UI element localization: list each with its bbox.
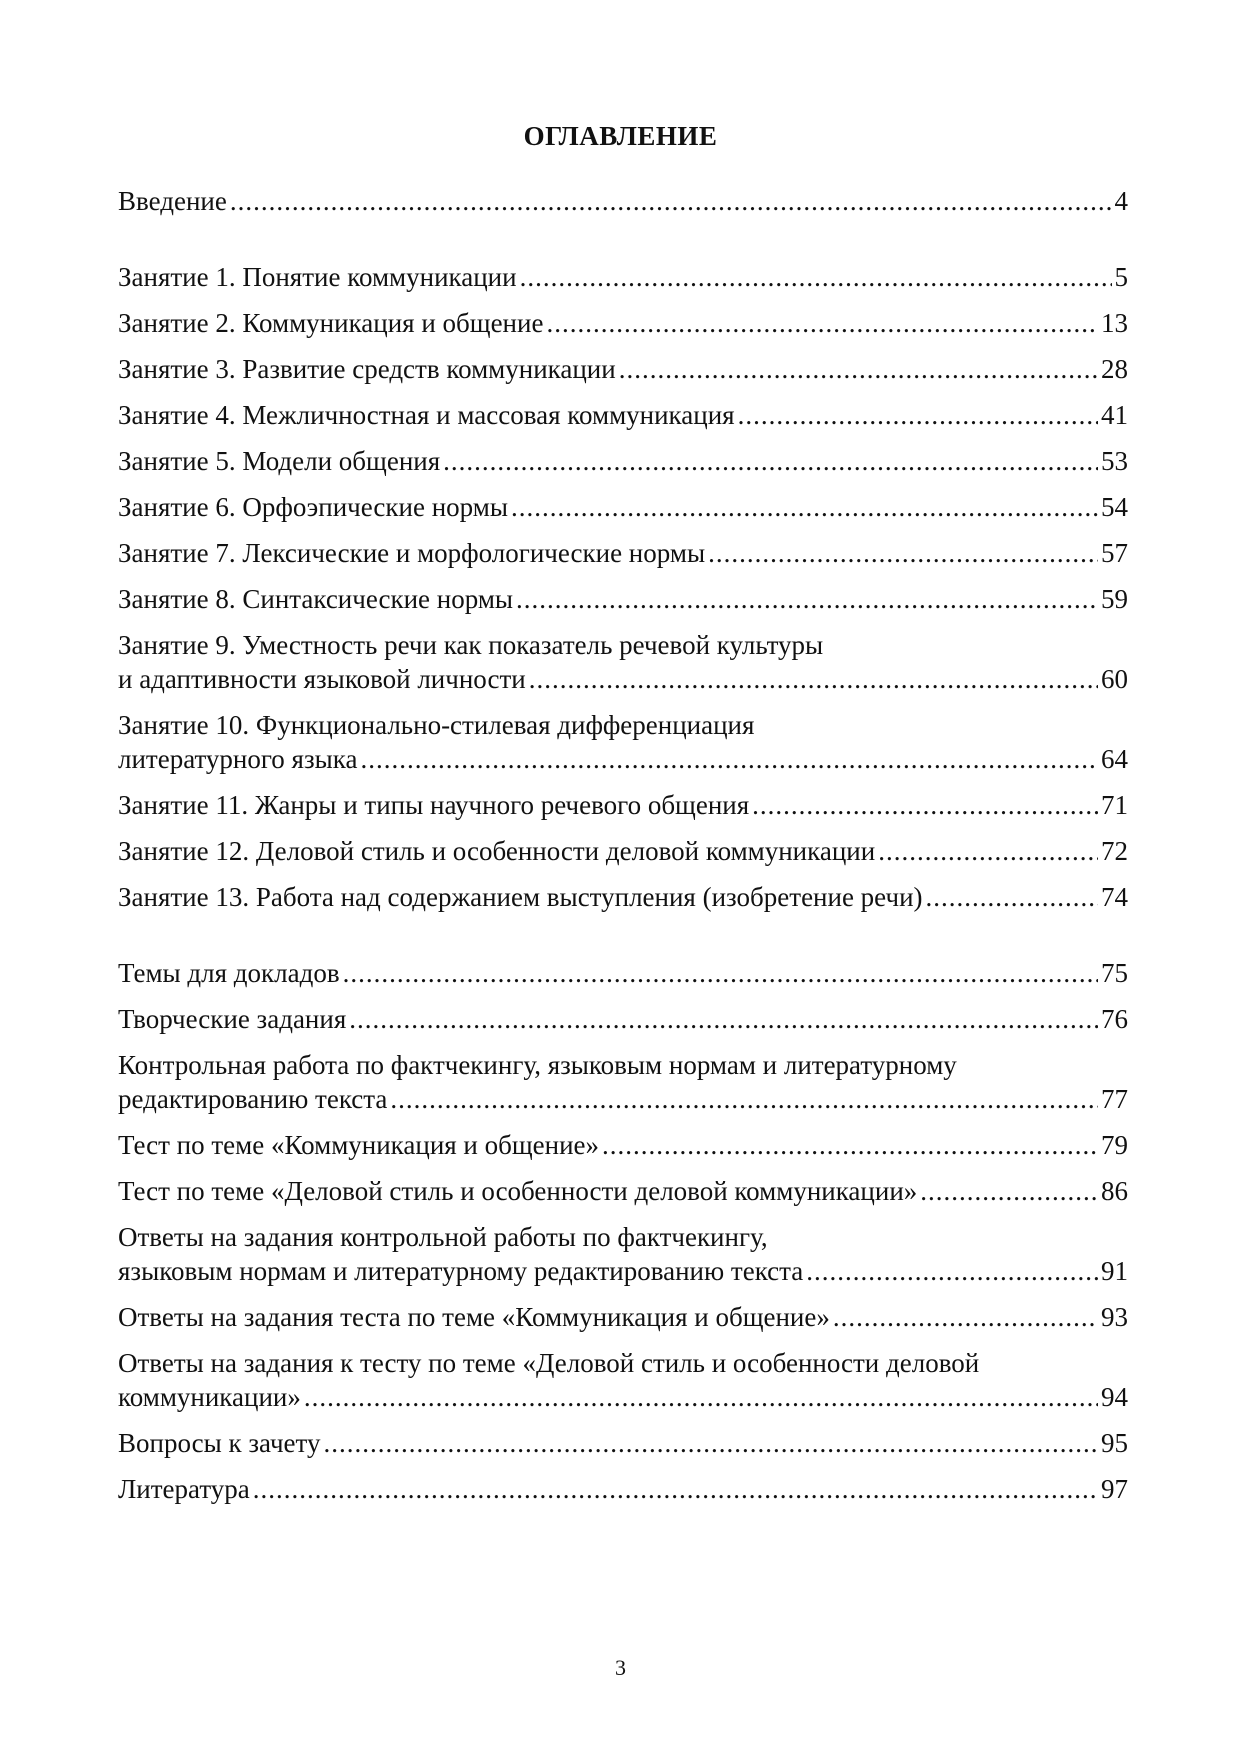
dot-leader: [390, 1082, 1098, 1116]
toc-entry-text-line: Тест по теме «Коммуникация и общение»: [118, 1130, 600, 1160]
toc-entry-text-line: Занятие 6. Орфоэпические нормы: [118, 492, 508, 522]
toc-entry-page-number: 41: [1101, 400, 1128, 430]
toc-entry-text-line: Занятие 12. Деловой стиль и особенности деловой коммуникации: [118, 836, 876, 866]
dot-leader: [230, 184, 1112, 218]
dot-leader: [926, 880, 1098, 914]
toc-entry-text-line: Занятие 11. Жанры и типы научного речевого общения: [118, 790, 750, 820]
toc-entry-text-line: Занятие 10. Функционально-стилевая дифференциация: [118, 710, 755, 740]
toc-entry-text-line: Введение: [118, 186, 227, 216]
toc-entry-text-line: Занятие 3. Развитие средств коммуникации: [118, 354, 616, 384]
toc-entry-text-line: Занятие 13. Работа над содержанием выступления (изобретение речи): [118, 882, 923, 912]
toc-entry-page-number: 13: [1101, 308, 1128, 338]
toc-entry[interactable]: [118, 1048, 1128, 1116]
toc-entry-page-number: 76: [1101, 1004, 1128, 1034]
dot-leader: [323, 1426, 1098, 1460]
toc-entry-page-number: 64: [1101, 744, 1128, 774]
toc-entry-leader-row: [118, 742, 1128, 776]
dot-leader: [343, 956, 1098, 990]
toc-entry-page-number: 93: [1101, 1302, 1128, 1332]
toc-entry-leader-row: [118, 184, 1128, 218]
toc-entry-text-line: Занятие 9. Уместность речи как показатель речевой культуры: [118, 630, 824, 660]
toc-entry[interactable]: [118, 260, 1128, 294]
dot-leader: [360, 742, 1098, 776]
dot-leader: [253, 1472, 1098, 1506]
dot-leader: [752, 788, 1098, 822]
dot-leader: [304, 1380, 1098, 1414]
toc-entry-page-number: 28: [1101, 354, 1128, 384]
toc-entry-text-line: Занятие 2. Коммуникация и общение: [118, 308, 544, 338]
toc-entry-leader-row: [118, 398, 1128, 432]
toc-entry[interactable]: [118, 1472, 1128, 1506]
toc-entry[interactable]: [118, 834, 1128, 868]
toc-entry-page-number: 72: [1101, 836, 1128, 866]
toc-entry-leader-row: [118, 834, 1128, 868]
toc-entry-page-number: 4: [1114, 186, 1128, 216]
toc-entry-leader-row: [118, 1002, 1128, 1036]
toc-entry[interactable]: [118, 1426, 1128, 1460]
toc-entry-text-line: Занятие 5. Модели общения: [118, 446, 441, 476]
toc-entry[interactable]: [118, 628, 1128, 696]
toc-entry-text-line: Литература: [118, 1474, 250, 1504]
dot-leader: [443, 444, 1098, 478]
toc-entry-page-number: 94: [1101, 1382, 1128, 1412]
dot-leader: [619, 352, 1098, 386]
toc-entry-page-number: 5: [1114, 262, 1128, 292]
toc-entry-text-line: Ответы на задания теста по теме «Коммуникация и общение»: [118, 1302, 830, 1332]
toc-entry[interactable]: [118, 1220, 1128, 1288]
toc-entry[interactable]: [118, 398, 1128, 432]
toc-entry-text-line: Темы для докладов: [118, 958, 340, 988]
toc-entry[interactable]: [118, 444, 1128, 478]
toc-entry-text-line: Вопросы к зачету: [118, 1428, 321, 1458]
toc-entry-page-number: 60: [1101, 664, 1128, 694]
toc-entry-page-number: 57: [1101, 538, 1128, 568]
toc-entry-leader-row: [118, 662, 1128, 696]
toc-entry-text-line: литературного языка: [118, 744, 358, 774]
toc-entry-page-number: 97: [1101, 1474, 1128, 1504]
toc-entry-text-line: Занятие 1. Понятие коммуникации: [118, 262, 517, 292]
toc-entry-leader-row: [118, 956, 1128, 990]
toc-entry-page-number: 54: [1101, 492, 1128, 522]
toc-entry[interactable]: [118, 306, 1128, 340]
dot-leader: [511, 490, 1098, 524]
toc-entry[interactable]: [118, 582, 1128, 616]
toc-entry-page-number: 86: [1101, 1176, 1128, 1206]
toc-entry[interactable]: [118, 1174, 1128, 1208]
toc-entry-leader-row: [118, 788, 1128, 822]
dot-leader: [738, 398, 1098, 432]
table-of-contents: [118, 184, 1128, 1506]
toc-entry-text-line: Занятие 4. Межличностная и массовая коммуникация: [118, 400, 735, 430]
toc-entry-page-number: 95: [1101, 1428, 1128, 1458]
page-number: 3: [615, 1655, 626, 1680]
dot-leader: [602, 1128, 1098, 1162]
toc-entry-leader-row: [118, 536, 1128, 570]
toc-entry[interactable]: [118, 1300, 1128, 1334]
toc-entry-leader-row: [118, 1472, 1128, 1506]
toc-entry-page-number: 74: [1101, 882, 1128, 912]
toc-entry-text-line: Ответы на задания контрольной работы по фактчекингу,: [118, 1222, 768, 1252]
toc-entry-text-line: Творческие задания: [118, 1004, 347, 1034]
toc-entry-text-line: редактированию текста: [118, 1084, 388, 1114]
toc-entry-page-number: 53: [1101, 446, 1128, 476]
toc-entry[interactable]: [118, 352, 1128, 386]
toc-entry[interactable]: [118, 1128, 1128, 1162]
dot-leader: [349, 1002, 1098, 1036]
toc-entry[interactable]: [118, 788, 1128, 822]
toc-entry-leader-row: [118, 1082, 1128, 1116]
toc-entry-page-number: 75: [1101, 958, 1128, 988]
toc-entry-leader-row: [118, 1426, 1128, 1460]
toc-entry-text-line: Контрольная работа по фактчекингу, языковым нормам и литературному: [118, 1050, 957, 1080]
toc-entry-text-line: и адаптивности языковой личности: [118, 664, 526, 694]
toc-entry-text-line: Тест по теме «Деловой стиль и особенности деловой коммуникации»: [118, 1176, 918, 1206]
toc-entry-leader-row: [118, 582, 1128, 616]
toc-entry-text-line: Ответы на задания к тесту по теме «Деловой стиль и особенности деловой: [118, 1348, 980, 1378]
toc-entry-leader-row: [118, 1128, 1128, 1162]
toc-entry-leader-row: [118, 1300, 1128, 1334]
toc-entry-leader-row: [118, 1174, 1128, 1208]
toc-entry-leader-row: [118, 352, 1128, 386]
toc-entry-leader-row: [118, 1254, 1128, 1288]
toc-entry[interactable]: [118, 1346, 1128, 1414]
dot-leader: [833, 1300, 1098, 1334]
toc-entry-text-line: Занятие 8. Синтаксические нормы: [118, 584, 514, 614]
dot-leader: [546, 306, 1098, 340]
toc-entry-page-number: 91: [1101, 1256, 1128, 1286]
toc-entry-leader-row: [118, 1380, 1128, 1414]
toc-entry-page-number: 79: [1101, 1130, 1128, 1160]
toc-entry-text-line: коммуникации»: [118, 1382, 301, 1412]
toc-entry[interactable]: [118, 956, 1128, 990]
dot-leader: [920, 1174, 1098, 1208]
toc-entry-leader-row: [118, 260, 1128, 294]
dot-leader: [529, 662, 1098, 696]
toc-entry-page-number: 71: [1101, 790, 1128, 820]
toc-title: ОГЛАВЛЕНИЕ: [523, 121, 718, 151]
toc-entry-leader-row: [118, 490, 1128, 524]
toc-entry[interactable]: [118, 536, 1128, 570]
toc-entry-leader-row: [118, 880, 1128, 914]
toc-entry[interactable]: [118, 880, 1128, 914]
dot-leader: [520, 260, 1112, 294]
toc-entry-text-line: Занятие 7. Лексические и морфологические нормы: [118, 538, 706, 568]
toc-entry-leader-row: [118, 306, 1128, 340]
dot-leader: [878, 834, 1098, 868]
toc-entry[interactable]: [118, 1002, 1128, 1036]
toc-entry-text-line: языковым нормам и литературному редактированию текста: [118, 1256, 804, 1286]
toc-entry[interactable]: [118, 490, 1128, 524]
dot-leader: [516, 582, 1098, 616]
toc-entry-leader-row: [118, 444, 1128, 478]
dot-leader: [806, 1254, 1098, 1288]
toc-entry-page-number: 77: [1101, 1084, 1128, 1114]
toc-entry[interactable]: [118, 708, 1128, 776]
dot-leader: [708, 536, 1098, 570]
toc-entry[interactable]: [118, 184, 1128, 218]
toc-entry-page-number: 59: [1101, 584, 1128, 614]
